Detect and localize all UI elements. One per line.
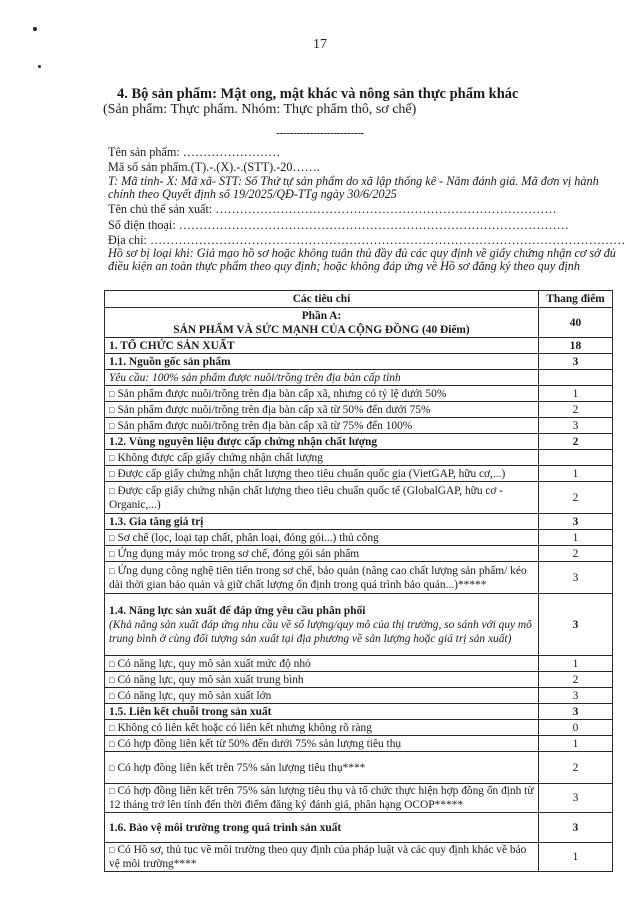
- criteria-cell: [105, 704, 539, 720]
- criteria-text: Có hợp đồng liên kết trên 75% sản lượng tiêu thụ và tổ chức thực hiện hợp đồng ổn định từ 12 tháng trở lên tính đến thời điểm đăng ký đánh giá, phân hạng OCOP*****: [109, 785, 534, 811]
- criteria-option-row: [105, 402, 613, 418]
- criteria-cell: [105, 370, 539, 386]
- criteria-text: 1.5. Liên kết chuỗi trong sản xuất: [109, 705, 272, 718]
- checkbox-icon: □: [109, 548, 115, 559]
- criteria-option-row: [105, 562, 613, 594]
- criteria-text: Có năng lực, quy mô sản xuất mức độ nhỏ: [117, 657, 311, 670]
- criteria-cell: [105, 434, 539, 450]
- reject-note-line-1: Hồ sơ bị loại khi: Giả mạo hồ sơ hoặc không tuân thủ đầy đủ các quy định về giấy chứng nhận cơ sở đủ: [108, 246, 616, 260]
- criteria-option-row: [105, 450, 613, 466]
- score-cell: 2: [539, 672, 613, 688]
- score-cell: 2: [539, 752, 613, 784]
- score-cell: 3: [539, 562, 613, 594]
- checkbox-icon: □: [109, 532, 115, 543]
- criteria-text: Có Hồ sơ, thủ tục về môi trường theo quy định của pháp luật và các quy định khác về bảo vệ môi trường****: [109, 844, 527, 870]
- address-field: Địa chỉ: ………………………………………………………………………………………………………: [108, 233, 626, 247]
- product-name-field: Tên sản phẩm: ……………………: [108, 145, 281, 159]
- checkbox-icon: □: [109, 762, 115, 773]
- score-cell: 1: [539, 843, 613, 872]
- section-subtitle: (Sản phẩm: Thực phẩm. Nhóm: Thực phẩm thô, sơ chế): [103, 102, 417, 117]
- criteria-cell: [105, 562, 539, 594]
- part-a-title: [105, 308, 539, 338]
- criteria-cell: [105, 450, 539, 466]
- criteria-cell: [105, 736, 539, 752]
- score-cell: 2: [539, 546, 613, 562]
- part-a-label: Phần A:: [301, 309, 342, 322]
- criteria-option-row: [105, 843, 613, 872]
- criteria-text: Sản phẩm được nuôi/trồng trên địa bàn cấp xã từ 50% đến dưới 75%: [117, 403, 431, 416]
- criteria-option-row: [105, 672, 613, 688]
- score-cell: 1: [539, 656, 613, 672]
- criteria-cell: [105, 338, 539, 354]
- criteria-group-row: [105, 354, 613, 370]
- score-cell: 3: [539, 418, 613, 434]
- criteria-subnote: (Khả năng sản xuất đáp ứng nhu cầu về số lượng/quy mô của thị trường, so sánh với quy mô trung bình ở cùng đối tượng sản xuất tại địa phương về sản lượng hoặc giá trị sản xuất): [109, 618, 532, 645]
- code-note-line-1: T: Mã tỉnh- X: Mã xã- STT: Số Thứ tự sản phẩm do xã lập thống kê - Năm đánh giá. Mã đơn vị hành: [108, 174, 599, 188]
- score-cell: 2: [539, 434, 613, 450]
- criteria-option-row: [105, 688, 613, 704]
- score-cell: 1: [539, 530, 613, 546]
- criteria-text: 1.1. Nguồn gốc sản phẩm: [109, 355, 231, 368]
- criteria-group-row: [105, 704, 613, 720]
- part-a-row: [105, 308, 613, 338]
- criteria-text: 1.4. Năng lực sản xuất để đáp ứng yêu cầu phân phối: [109, 604, 366, 617]
- criteria-cell: [105, 813, 539, 843]
- criteria-text: 1.2. Vùng nguyên liệu được cấp chứng nhận chất lượng: [109, 435, 378, 448]
- criteria-cell: [105, 402, 539, 418]
- criteria-cell: [105, 354, 539, 370]
- checkbox-icon: □: [109, 420, 115, 431]
- criteria-group-row: [105, 594, 613, 656]
- criteria-option-row: [105, 656, 613, 672]
- checkbox-icon: □: [109, 690, 115, 701]
- criteria-text: Được cấp giấy chứng nhận chất lượng theo tiêu chuẩn quốc tế (GlobalGAP, hữu cơ - Organic,...): [109, 484, 504, 511]
- criteria-option-row: [105, 466, 613, 482]
- checkbox-icon: □: [109, 722, 115, 733]
- score-cell: 3: [539, 514, 613, 530]
- criteria-text: Sản phẩm được nuôi/trồng trên địa bàn cấp xã, nhưng có tỷ lệ dưới 50%: [117, 387, 447, 400]
- criteria-cell: [105, 720, 539, 736]
- criteria-cell: [105, 466, 539, 482]
- part-a-score: 40: [539, 308, 613, 338]
- criteria-option-row: [105, 752, 613, 784]
- criteria-text: 1.6. Bảo vệ môi trường trong quá trình sản xuất: [109, 821, 342, 834]
- checkbox-icon: □: [109, 658, 115, 669]
- criteria-text: Sản phẩm được nuôi/trồng trên địa bàn cấp xã từ 75% đến 100%: [117, 419, 413, 432]
- criteria-cell: [105, 656, 539, 672]
- margin-dot: [38, 65, 41, 68]
- header-score: Thang điểm: [539, 291, 613, 308]
- criteria-text: 1.3. Gia tăng giá trị: [109, 515, 204, 528]
- criteria-cell: [105, 594, 539, 656]
- criteria-text: Yêu cầu: 100% sản phẩm được nuôi/trồng trên địa bàn cấp tỉnh: [109, 371, 401, 384]
- page-number: 17: [313, 37, 327, 52]
- criteria-cell: [105, 546, 539, 562]
- score-cell: 2: [539, 482, 613, 514]
- criteria-text: Không được cấp giấy chứng nhận chất lượng: [117, 451, 323, 464]
- criteria-text: Có hợp đồng liên kết trên 75% sản lượng tiêu thụ****: [117, 761, 366, 774]
- criteria-cell: [105, 482, 539, 514]
- requirement-row: [105, 370, 613, 386]
- phone-field: Số điện thoại: ……………………………………………………………………………………: [108, 218, 569, 232]
- criteria-group-row: [105, 813, 613, 843]
- checkbox-icon: □: [109, 565, 115, 576]
- checkbox-icon: □: [109, 674, 115, 685]
- criteria-text: Được cấp giấy chứng nhận chất lượng theo tiêu chuẩn quốc gia (VietGAP, hữu cơ,...): [117, 467, 506, 480]
- criteria-cell: [105, 688, 539, 704]
- criteria-text: Sơ chế (lọc, loại tạp chất, phân loại, đóng gói...) thủ công: [117, 531, 379, 544]
- criteria-text: Có năng lực, quy mô sản xuất trung bình: [117, 673, 304, 686]
- checkbox-icon: □: [109, 388, 115, 399]
- checkbox-icon: □: [109, 738, 115, 749]
- score-cell: 3: [539, 594, 613, 656]
- criteria-text: Có năng lực, quy mô sản xuất lớn: [117, 689, 272, 702]
- section-title: 4. Bộ sản phẩm: Mật ong, mật khác và nông sản thực phẩm khác: [117, 86, 519, 102]
- criteria-option-row: [105, 784, 613, 813]
- score-cell: 1: [539, 466, 613, 482]
- criteria-option-row: [105, 418, 613, 434]
- score-cell: 3: [539, 354, 613, 370]
- product-code-field: Mã số sản phẩm.(T).-.(X).-.(STT).-20…….: [108, 160, 320, 174]
- criteria-group-row: [105, 434, 613, 450]
- criteria-cell: [105, 672, 539, 688]
- checkbox-icon: □: [109, 786, 115, 796]
- checkbox-icon: □: [109, 845, 115, 855]
- criteria-text: Có hợp đồng liên kết từ 50% đến dưới 75% sản lượng tiêu thụ: [117, 737, 402, 750]
- criteria-text: Ứng dụng máy móc trong sơ chế, đóng gói sản phẩm: [117, 547, 360, 560]
- score-cell: [539, 370, 613, 386]
- checkbox-icon: □: [109, 404, 115, 415]
- criteria-cell: [105, 752, 539, 784]
- criteria-cell: [105, 418, 539, 434]
- separator-line: --------------------------: [276, 127, 364, 139]
- checkbox-icon: □: [109, 485, 115, 496]
- criteria-cell: [105, 784, 539, 813]
- score-cell: 3: [539, 688, 613, 704]
- score-cell: 18: [539, 338, 613, 354]
- criteria-text: Ứng dụng công nghệ tiên tiến trong sơ chế, bảo quản (nâng cao chất lượng sản phẩm/ kéo dài thời gian bảo quản và giữ chất lượng ổn định trong quá trình bảo quản...)*****: [109, 564, 527, 591]
- score-cell: [539, 450, 613, 466]
- reject-note-line-2: điều kiện an toàn thực phẩm theo quy định; hoặc không đáp ứng về Hồ sơ đăng ký theo quy định: [108, 259, 580, 273]
- score-cell: 1: [539, 386, 613, 402]
- criteria-option-row: [105, 386, 613, 402]
- criteria-cell: [105, 843, 539, 872]
- score-cell: 3: [539, 704, 613, 720]
- checkbox-icon: □: [109, 452, 115, 463]
- criteria-cell: [105, 386, 539, 402]
- criteria-option-row: [105, 546, 613, 562]
- criteria-option-row: [105, 530, 613, 546]
- score-cell: 3: [539, 784, 613, 813]
- checkbox-icon: □: [109, 468, 115, 479]
- criteria-cell: [105, 514, 539, 530]
- criteria-group-row: [105, 514, 613, 530]
- criteria-group-row: [105, 338, 613, 354]
- owner-field: Tên chủ thể sản xuất: …………………………………………………………………………: [108, 202, 557, 216]
- criteria-option-row: [105, 482, 613, 514]
- margin-dot: [33, 27, 37, 31]
- criteria-text: Không có liên kết hoặc có liên kết nhưng không rõ ràng: [117, 721, 372, 734]
- header-criteria: Các tiêu chí: [105, 291, 539, 308]
- criteria-table: [104, 290, 613, 872]
- score-cell: 3: [539, 813, 613, 843]
- score-cell: 2: [539, 402, 613, 418]
- code-note-line-2: chính theo Quyết định số 19/2025/QĐ-TTg ngày 30/6/2025: [108, 187, 397, 201]
- score-cell: 1: [539, 736, 613, 752]
- score-cell: 0: [539, 720, 613, 736]
- part-a-heading: SẢN PHẨM VÀ SỨC MẠNH CỦA CỘNG ĐỒNG (40 Điểm): [173, 323, 470, 336]
- criteria-text: 1. TỔ CHỨC SẢN XUẤT: [109, 339, 235, 352]
- criteria-option-row: [105, 736, 613, 752]
- criteria-option-row: [105, 720, 613, 736]
- criteria-cell: [105, 530, 539, 546]
